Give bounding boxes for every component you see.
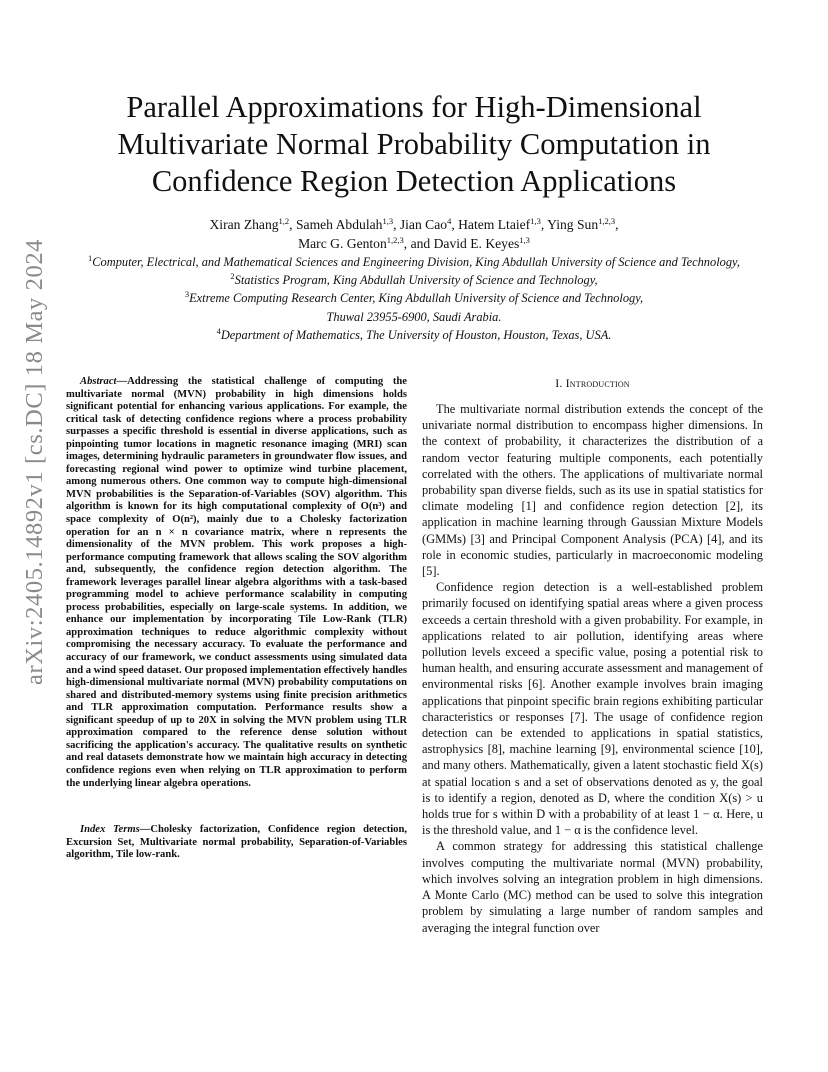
author-separator: , — [451, 217, 459, 232]
abstract-heading: Abstract — [80, 376, 117, 387]
right-column — [422, 376, 763, 936]
affiliation-line — [60, 271, 768, 289]
author-name: and David E. Keyes — [410, 235, 520, 251]
author-affiliation-mark: 1,3 — [530, 216, 541, 226]
author-name: Xiran Zhang — [209, 217, 279, 232]
author-separator: , — [403, 235, 411, 251]
author-name: Jian Cao — [399, 217, 448, 232]
paper-title — [70, 89, 758, 200]
arxiv-identifier: arXiv:2405.14892v1 [cs.DC] 18 May 2024 — [21, 238, 48, 686]
affiliation-mark: 4 — [216, 325, 221, 336]
author-affiliation-mark: 1,3 — [382, 216, 394, 226]
affiliation-mark: 3 — [184, 289, 190, 300]
affiliation-text: Computer, Electrical, and Mathematical Sciences and Engineering Division, King Abdullah University of Science and Technology, — [92, 255, 740, 269]
affiliation-mark: 2 — [230, 271, 235, 282]
author-name: Marc G. Genton — [298, 235, 387, 251]
index-terms — [66, 824, 407, 862]
left-column — [66, 376, 407, 862]
affiliation-line — [60, 326, 768, 344]
affiliation-line — [60, 308, 768, 326]
arxiv-stamp — [0, 0, 60, 1072]
author-list — [60, 216, 768, 253]
affiliation-line — [60, 289, 768, 307]
author-affiliation-mark: 1,2 — [278, 216, 290, 226]
author-name: Hatem Ltaief — [458, 217, 531, 232]
author-name: Ying Sun — [547, 217, 599, 232]
affiliation-mark: 1 — [88, 253, 93, 263]
body-paragraph: The multivariate normal distribution extends the concept of the univariate normal distribution to encompass higher dimensions. In the context of probability, it characterizes the distribution of a random vector featuring multiple components, each potentially correlated with the others. The applications of multivariate normal probability span diverse fields, such as its use in spatial statistics for climate modeling [1] and confidence region detection [2], its application in machine learning through Gaussian Mixture Models (GMMs) [3] and Principal Component Analysis (PCA) [4], and its role in economic studies, particularly in macroeconomic modeling [5]. — [422, 402, 763, 579]
affiliation-text: Department of Mathematics, The University of Houston, Houston, Texas, USA. — [220, 327, 612, 342]
author-separator: , — [540, 217, 548, 232]
section-title: Introduction — [565, 376, 630, 390]
body-paragraph: Confidence region detection is a well-established problem primarily focused on identifying spatial areas where a given process exceeds a certain threshold with a given probability. For example, in applications related to air pollution, identifying areas where pollution levels exceed a specific value, posing a potential risk to human health, and ensuring accurate assessment and management of environmental risks [6]. Another example involves brain imaging applications that pinpoint specific brain regions exhibiting particular characteristics or responses [7]. The usage of confidence region detection can be extended to applications in spatial statistics, astrophysics [8], machine learning [9], environmental science [10], and many others. Mathematically, given a latent stochastic field X(s) at spatial location s and a set of observations denoted as y, the goal is to identify a region, denoted as D, where the condition X(s) > u holds true for s within D with a probability of at least 1 − α. Here, u is the threshold value, and 1 − α is the confidence level. — [422, 580, 763, 838]
title-line: Confidence Region Detection Applications — [151, 164, 677, 199]
author-line-1 — [60, 216, 768, 235]
title-line: Parallel Approximations for High-Dimensional — [126, 90, 702, 125]
affiliation-text: Extreme Computing Research Center, King Abdullah University of Science and Technology, — [189, 291, 644, 306]
author-line-2 — [60, 235, 768, 254]
title-line: Multivariate Normal Probability Computation in — [117, 127, 711, 162]
author-separator: , — [393, 217, 400, 232]
affiliation-list — [60, 253, 768, 344]
author-separator: , — [615, 217, 619, 232]
index-terms-body: —Cholesky factorization, Confidence region detection, Excursion Set, Multivariate normal probability, Separation-of-Variables algorithm, Tile low-rank. — [66, 824, 407, 861]
index-terms-heading: Index Terms — [80, 824, 140, 836]
author-separator: , — [289, 217, 296, 232]
affiliation-text: Thuwal 23955-6900, Saudi Arabia. — [326, 309, 502, 324]
body-paragraph: A common strategy for addressing this statistical challenge involves computing the multivariate normal (MVN) probability, which involves solving an integration problem in high dimensions. A Monte Carlo (MC) method can be used to solve this integration problem by simulating a large number of random samples and averaging the integral function over — [422, 839, 763, 935]
author-affiliation-mark: 4 — [447, 216, 452, 226]
section-number: I. — [555, 376, 563, 390]
author-affiliation-mark: 1,3 — [519, 234, 530, 245]
author-name: Sameh Abdulah — [295, 217, 383, 232]
section-heading — [422, 376, 763, 391]
abstract-body: —Addressing the statistical challenge of computing the multivariate normal (MVN) probability in high dimensions holds significant potential for enhancing various applications. For example, the critical task of detecting confidence regions where a process probability surpasses a specific threshold is essential in diverse applications, such as pinpointing tumor locations in magnetic resonance imaging (MRI) scan images, determining hydraulic parameters in groundwater flow issues, and forecasting regional wind power to optimize wind turbine placement, among numerous others. One common way to compute high-dimensional MVN probabilities is the Separation-of-Variables (SOV) algorithm. This algorithm is known for its high computational complexity of O(n³) and space complexity of O(n²), mainly due to a Cholesky factorization operation for an n × n covariance matrix, where n represents the dimensionality of the MVN problem. This work proposes a high-performance computing framework that allows scaling the SOV algorithm and, subsequently, the confidence region detection algorithm. The framework leverages parallel linear algebra algorithms with a task-based programming model to achieve performance scalability in computing process probabilities, especially on large-scale systems. In addition, we enhance our implementation by incorporating Tile Low-Rank (TLR) approximation techniques to reduce algorithmic complexity without compromising the necessary accuracy. To evaluate the performance and accuracy of our framework, we conduct assessments using simulated data and a wind speed dataset. Our proposed implementation effectively handles high-dimensional multivariate normal (MVN) probability computations on shared and distributed-memory systems using finite precision arithmetics and TLR approximation computation. Performance results show a significant speedup of up to 20X in solving the MVN problem using TLR approximation compared to the reference dense solution without sacrificing the application's accuracy. The qualitative results on synthetic and real datasets demonstrate how we maintain high accuracy in detecting confidence regions even when relying on TLR approximation to perform the underlying linear algebra operations. — [66, 376, 407, 789]
affiliation-text: Statistics Program, King Abdullah University of Science and Technology, — [234, 273, 598, 288]
author-affiliation-mark: 1,2,3 — [598, 216, 616, 226]
author-affiliation-mark: 1,2,3 — [386, 234, 404, 245]
affiliation-line — [60, 253, 768, 271]
abstract — [66, 376, 407, 790]
